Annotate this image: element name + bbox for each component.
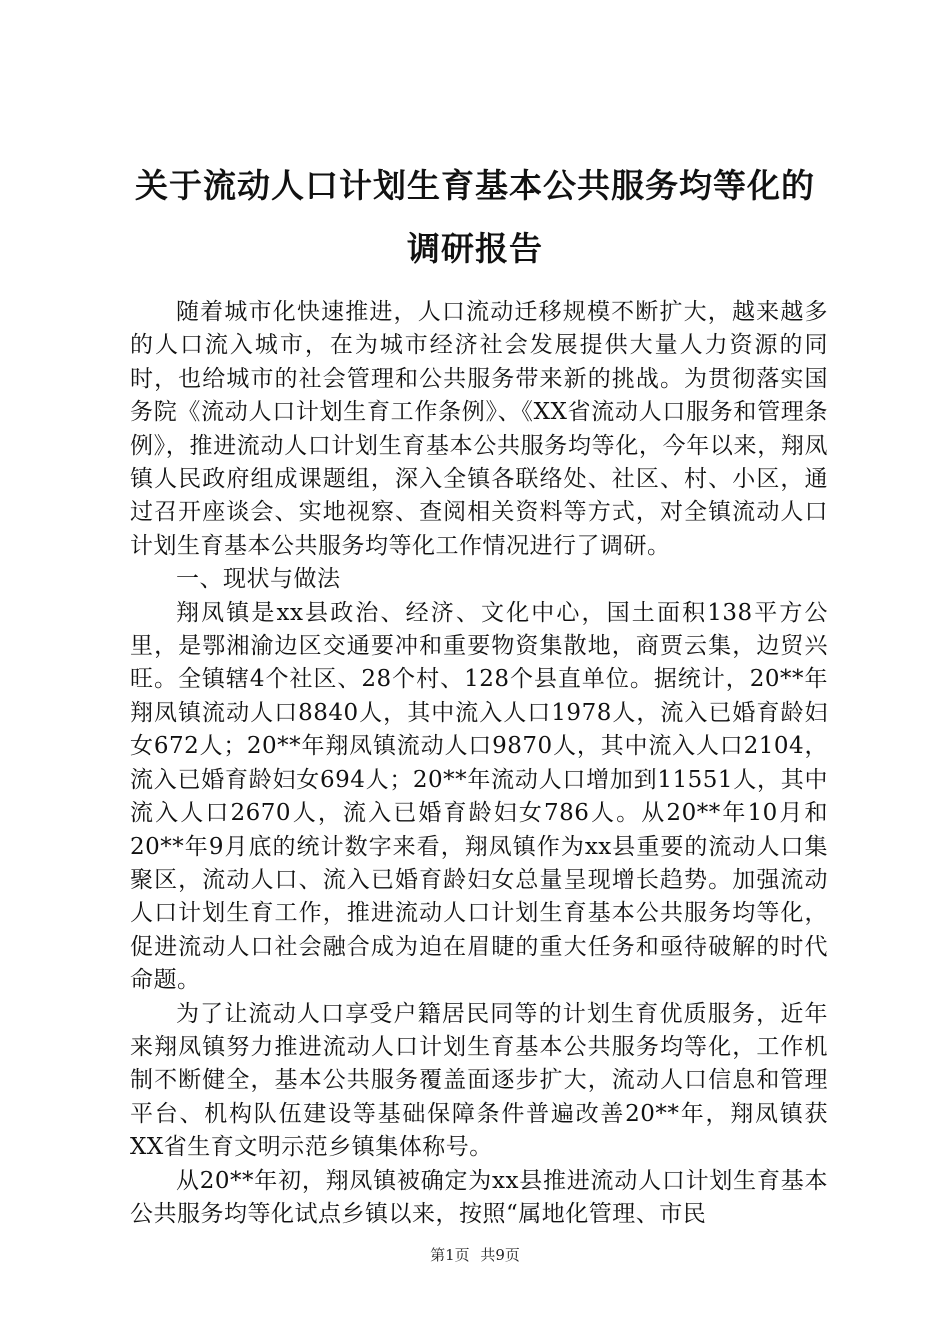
paragraph-progress: 为了让流动人口享受户籍居民同等的计划生育优质服务，近年来翔凤镇努力推进流动人口计划生育基本公共服务均等化，工作机制不断健全，基本公共服务覆盖面逐步扩大，流动人口信息和管理平台、机构队伍建设等基础保障条件普遍改善20**年，翔凤镇获XX省生育文明示范乡镇集体称号。 — [130, 1000, 828, 1161]
document-body — [130, 296, 828, 1231]
section-heading-1: 一、现状与做法 — [176, 566, 341, 593]
page-number: 第1页 — [430, 1246, 470, 1264]
page-footer — [0, 1244, 950, 1265]
paragraph-pilot: 从20**年初，翔凤镇被确定为xx县推进流动人口计划生育基本公共服务均等化试点乡镇以来，按照“属地化管理、市民 — [130, 1167, 828, 1227]
page-total: 共9页 — [480, 1246, 520, 1264]
document-title-line-1: 关于流动人口计划生育基本公共服务均等化的 — [135, 166, 815, 205]
document-title-line-2: 调研报告 — [407, 229, 543, 268]
paragraph-intro: 随着城市化快速推进，人口流动迁移规模不断扩大，越来越多的人口流入城市，在为城市经济社会发展提供大量人力资源的同时，也给城市的社会管理和公共服务带来新的挑战。为贯彻落实国务院《流动人口计划生育工作条例》、《XX省流动人口服务和管理条例》，推进流动人口计划生育基本公共服务均等化，今年以来，翔凤镇人民政府组成课题组，深入全镇各联络处、社区、村、小区，通过召开座谈会、实地视察、查阅相关资料等方式，对全镇流动人口计划生育基本公共服务均等化工作情况进行了调研。 — [130, 299, 828, 559]
paragraph-overview: 翔凤镇是xx县政治、经济、文化中心，国土面积138平方公里，是鄂湘渝边区交通要冲和重要物资集散地，商贾云集，边贸兴旺。全镇辖4个社区、28个村、128个县直单位。据统计，20**年翔凤镇流动人口8840人，其中流入人口1978人，流入已婚育龄妇女672人；20**年翔凤镇流动人口9870人，其中流入人口2104，流入已婚育龄妇女694人；20**年流动人口增加到11551人，其中流入人口2670人，流入已婚育龄妇女786人。从20**年10月和20**年9月底的统计数字来看，翔凤镇作为xx县重要的流动人口集聚区，流动人口、流入已婚育龄妇女总量呈现增长趋势。加强流动人口计划生育工作，推进流动人口计划生育基本公共服务均等化，促进流动人口社会融合成为迫在眉睫的重大任务和亟待破解的时代命题。 — [130, 599, 828, 994]
